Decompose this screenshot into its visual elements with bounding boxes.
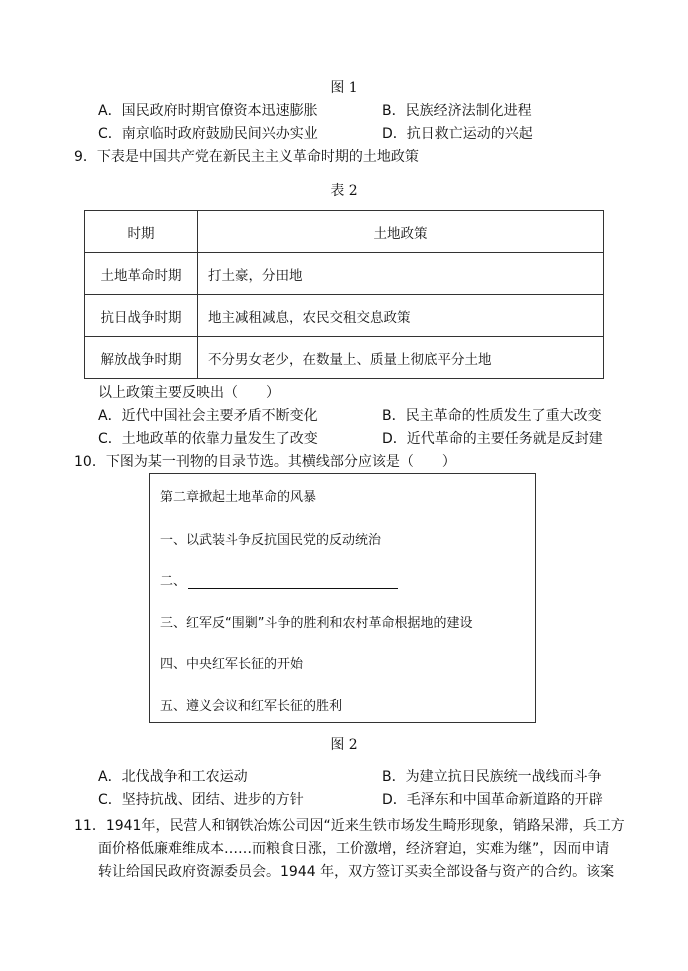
toc-blank-line (188, 574, 398, 589)
toc-item-5: 五、遵义会议和红军长征的胜利 (160, 699, 343, 714)
table-row (85, 337, 604, 379)
column-header-period: 时期 (85, 211, 198, 253)
q9-stem: 9．下表是中国共产党在新民主主义革命时期的土地政策 (74, 149, 419, 165)
period-cell: 抗日战争时期 (85, 295, 198, 337)
toc-item-3: 三、红军反“围剿”斗争的胜利和农村革命根据地的建设 (160, 616, 473, 631)
q9-question: 以上政策主要反映出（ ） (98, 385, 280, 401)
table-of-contents-box (149, 473, 536, 723)
q10-option-b: B．为建立抗日民族统一战线而斗争 (382, 769, 602, 785)
period-cell: 土地革命时期 (85, 253, 198, 295)
policy-cell: 地主减租减息，农民交租交息政策 (198, 295, 604, 337)
q10-stem: 10．下图为某一刊物的目录节选。其横线部分应该是（ ） (74, 454, 456, 470)
toc-chapter-title: 第二章掀起土地革命的风暴 (160, 490, 317, 505)
land-policy-table (84, 210, 604, 379)
column-header-policy: 土地政策 (198, 211, 604, 253)
q9-option-c: C．土地政革的依靠力量发生了改变 (98, 431, 318, 447)
figure-1-caption: 图 1 (330, 80, 358, 96)
q9-option-d: D．近代革命的主要任务就是反封建 (382, 431, 603, 447)
toc-item-4: 四、中央红军长征的开始 (160, 657, 304, 672)
q11-line-1: 11．1941年，民营人和钢铁冶炼公司因“近来生铁市场发生畸形现象，销路呆滞，兵工方 (74, 818, 625, 834)
q11-line-3: 转让给国民政府资源委员会。1944 年，双方签订买卖全部设备与资产的合约。该案 (98, 864, 615, 880)
toc-item-2-prefix: 二、 (160, 574, 187, 589)
toc-item-2 (160, 570, 398, 589)
q10-option-c: C．坚持抗战、团结、进步的方针 (98, 792, 304, 808)
period-cell: 解放战争时期 (85, 337, 198, 379)
q8-option-c: C．南京临时政府鼓励民间兴办实业 (98, 126, 318, 142)
q8-option-b: B．民族经济法制化进程 (382, 103, 532, 119)
q8-option-a: A．国民政府时期官僚资本迅速膨胀 (98, 103, 318, 119)
q10-option-a: A．北伐战争和工农运动 (98, 769, 248, 785)
table-row (85, 253, 604, 295)
table-header-row (85, 211, 604, 253)
q9-option-b: B．民主革命的性质发生了重大改变 (382, 408, 602, 424)
table-2-caption: 表 2 (330, 183, 358, 199)
policy-cell: 打土豪，分田地 (198, 253, 604, 295)
q9-option-a: A．近代中国社会主要矛盾不断变化 (98, 408, 318, 424)
policy-cell: 不分男女老少，在数量上、质量上彻底平分土地 (198, 337, 604, 379)
figure-2-caption: 图 2 (330, 737, 358, 753)
toc-item-1: 一、以武装斗争反抗国民党的反动统治 (160, 533, 382, 548)
q8-option-d: D．抗日救亡运动的兴起 (382, 126, 533, 142)
q10-option-d: D．毛泽东和中国革命新道路的开辟 (382, 792, 603, 808)
table-row (85, 295, 604, 337)
q11-line-2: 面价格低廉难维成本……而粮食日涨，工价激增，经济窘迫，实难为继”，因而申请 (98, 841, 610, 857)
